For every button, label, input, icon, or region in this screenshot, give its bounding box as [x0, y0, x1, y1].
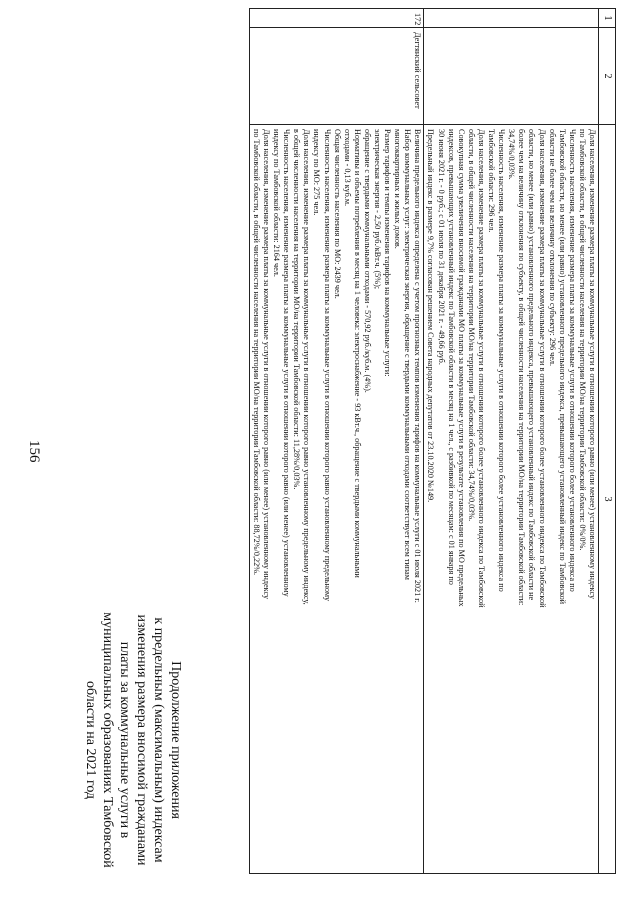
text-line: отходами - 0,13 куб.м.: [342, 129, 352, 207]
row-name-cell: [424, 28, 599, 125]
description-cell: [249, 125, 424, 874]
text-line: 30 июня 2021 г. - 0 руб.; с 01 июля по 31 декабря 2021 г. - 49,66 руб.: [436, 129, 446, 365]
row-number-cell: 172: [249, 9, 424, 28]
text-line: Численность населения, изменение размера платы за коммунальные услуги в отношении которого более установленного индекса по: [497, 129, 507, 592]
table-row-continued: [424, 9, 599, 874]
column-number-1: 1: [599, 9, 616, 28]
text-line: Тамбовской области: 296 чел.: [487, 129, 497, 233]
text-line: Численность населения, изменение размера платы за коммунальные услуги в отношении которого равно (или менее) установленному: [282, 129, 292, 597]
text-line: Доля населения, изменение размера платы за коммунальные услуги в отношении которого более установленного индекса по Тамбовской: [537, 129, 547, 608]
text-line: Предельный индекс в размере 9,7% согласован решением Совета народных депутатов от 23.10.2020 №149.: [426, 129, 436, 503]
text-line: по Тамбовской области, в общей численности населения на территории МО/на территории Тамбовской области: 88,72%/0,22%.: [251, 129, 261, 576]
text-line: области, в общей численности населения на территории МО/на территории Тамбовской области: 34,74%/0,03%.: [466, 129, 476, 522]
text-line: Численность населения, изменение размера платы за коммунальные услуги в отношении которого более установленного индекса по: [567, 129, 577, 592]
indices-table: [249, 8, 616, 874]
text-line: Общая численность населения по МО: 2439 чел.: [332, 129, 342, 299]
text-line: Доля населения, изменение размера платы за коммунальные услуги в отношении которого более установленного индекса по Тамбовской: [476, 129, 486, 608]
text-line: Совокупная сумма увеличения вносимой гражданами МО платы за коммунальные услуги в результате установления по МО предельных: [456, 129, 466, 607]
table-row: [249, 9, 424, 874]
text-line: Доля населения, изменение размера платы за коммунальные услуги в отношении которого равно (или менее) установленному индексу: [588, 129, 597, 600]
heading-line: Продолжение приложения: [168, 661, 183, 819]
text-line: Численность населения, изменение размера платы за коммунальные услуги в отношении которого равно установленному предельному: [322, 129, 332, 602]
text-line: Доля населения, изменение размера платы за коммунальные услуги в отношении которого равно установленному предельному индексу,: [302, 129, 312, 605]
text-line: более чем на величину отклонения по субъекту, в общей численности населения на территории МО/на территории Тамбовской области:: [517, 129, 527, 606]
page-number: 156: [26, 440, 42, 463]
row-number-cell: [424, 9, 599, 28]
text-line: в общей численности населения на территории МО/на территории Тамбовской области: 11,28%/0,03%.: [292, 129, 302, 490]
heading-line: муниципальных образованиях Тамбовской: [100, 612, 115, 868]
text-line: индексу по МО: 275 чел.: [312, 129, 322, 216]
column-number-2: 2: [599, 28, 616, 125]
table-header-row: [599, 9, 616, 874]
appendix-heading: [82, 600, 184, 880]
heading-line: платы за коммунальные услуги в: [117, 641, 132, 839]
text-line: Размер тарифов и темпы изменения тарифов на коммунальные услуги:: [383, 129, 393, 377]
text-line: индексов, превышающих установленный индекс по Тамбовской области в месяц на 1 чел., с разбивкой по месяцам: с 01 января по: [446, 129, 456, 585]
municipality-name: Дегтянский сельсовет: [249, 28, 424, 125]
description-cell: [424, 125, 599, 874]
text-line: Нормативы и объемы потребления в месяц на 1 человека: электроснабжение - 93 кВт.ч., обращение с твердыми коммунальными: [352, 129, 362, 578]
text-line: индексу по Тамбовской области: 2164 чел.: [272, 129, 282, 277]
text-line: области не более чем на величину отклонения по субъекту: 296 чел.: [547, 129, 557, 367]
heading-line: изменения размера вносимой гражданами: [134, 614, 149, 866]
text-line: электрическая энергия - 2,50 руб./кВт.ч. (5%);: [373, 129, 383, 290]
text-line: области, но менее (или равно) установленного предельного индекса, превышающего установленный индекс по Тамбовской области не: [527, 129, 537, 601]
heading-line: к предельным (максимальным) индексам: [151, 617, 166, 863]
text-line: по Тамбовской области, в общей численности населения на территории МО/на территории Тамбовской области: 0%/0%.: [577, 129, 587, 551]
text-line: 34,74%/0,03%.: [507, 129, 517, 180]
text-line: Набор коммунальных услуг: электрическая энергия, обращение с твердыми коммунальными отходами соответствует всем типам: [403, 129, 413, 580]
text-line: многоквартирных и жилых домов.: [393, 129, 403, 249]
text-line: обращение с твердыми коммунальными отходами - 570,92 руб./куб.м. (4%).: [362, 129, 372, 393]
text-line: Величина предельного индекса определена с учетом прогнозных темпов изменения тарифов на коммунальные услуги с 01 июля 2021 г.: [413, 129, 423, 603]
heading-line: области на 2021 год: [83, 680, 98, 800]
column-number-3: 3: [599, 125, 616, 874]
text-line: Доля населения, изменение размера платы за коммунальные услуги в отношении которого равно (или менее) установленному индексу: [262, 129, 271, 600]
text-line: Тамбовской области, но менее (или равно) установленного предельного индекса, превышающего установленный индекс по Тамбовской: [557, 129, 567, 605]
